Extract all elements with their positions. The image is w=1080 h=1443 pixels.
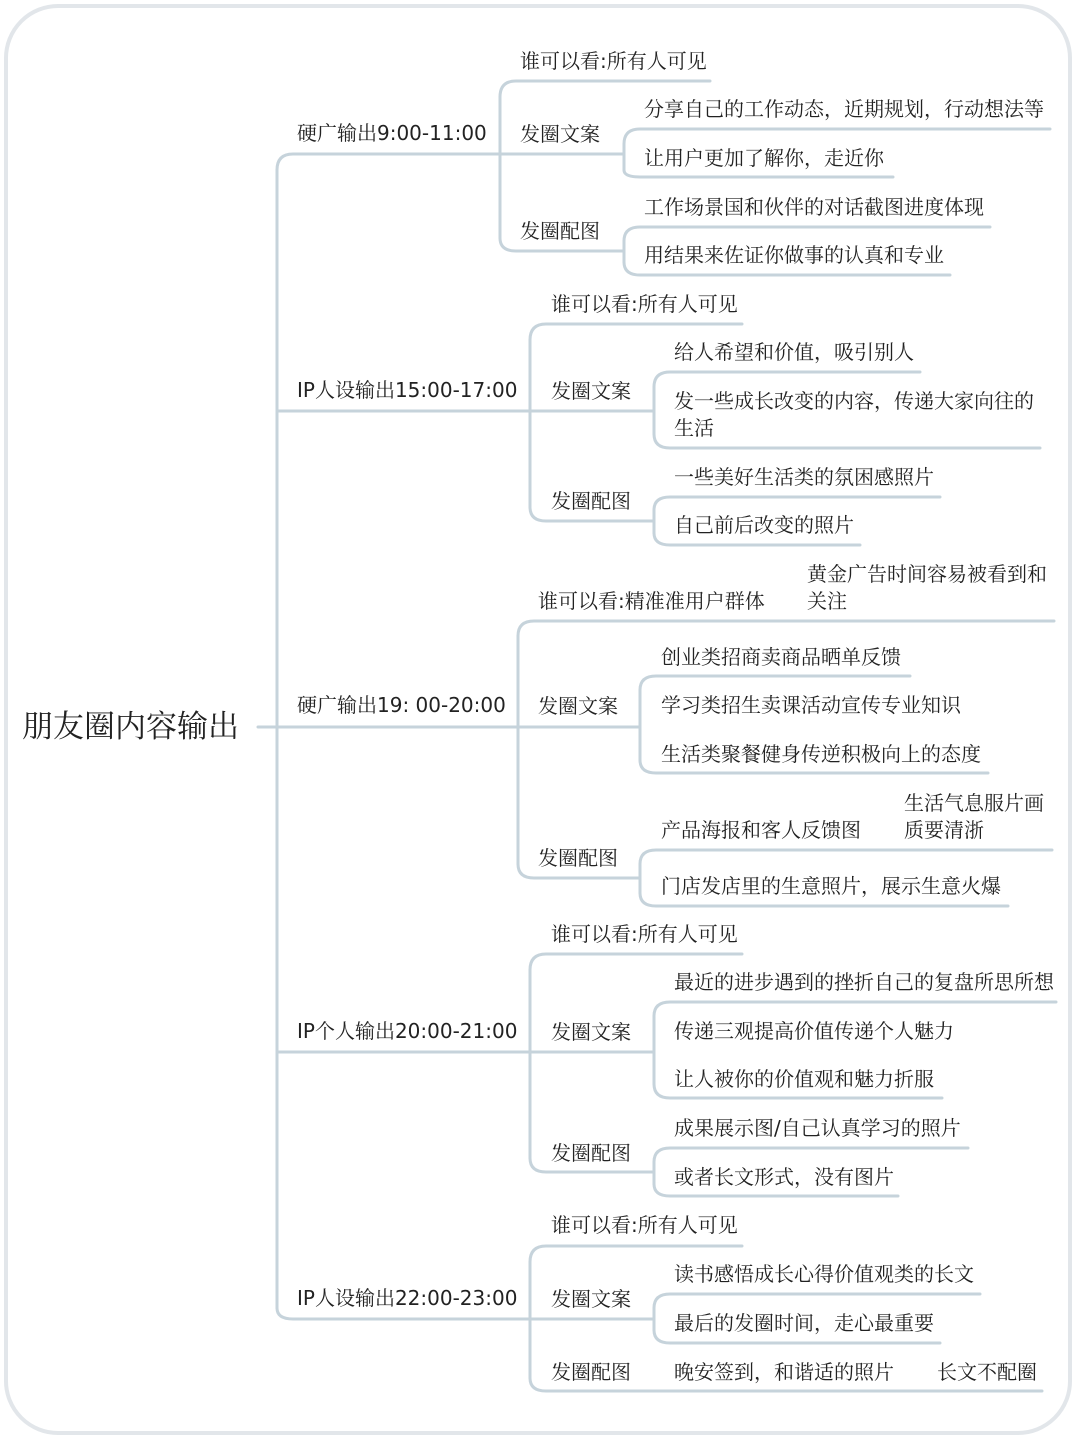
branch-3-image-item: 门店发店里的生意照片，展示生意火爆	[661, 874, 1001, 898]
branch-3-image-item: 产品海报和客人反馈图	[661, 818, 861, 842]
branch-1-image-item: 工作场景国和伙伴的对话截图进度体现	[644, 195, 984, 219]
branch-1-copy-label: 发圈文案	[520, 122, 600, 146]
branch-1-label: 硬广输出9:00-11:00	[297, 121, 487, 145]
branch-5-copy-item: 读书感悟成长心得价值观类的长文	[674, 1262, 974, 1286]
branch-4-label: IP个人输出20:00-21:00	[297, 1019, 518, 1043]
branch-3-image-note: 生活气息服片画质要清浙	[904, 791, 1044, 842]
branch-2-image-label: 发圈配图	[551, 489, 631, 513]
branch-3-image-label: 发圈配图	[538, 846, 618, 870]
branch-2-copy-item: 发一些成长改变的内容，传递大家向往的生活	[674, 389, 1034, 440]
branch-3-copy-item: 创业类招商卖商品晒单反馈	[661, 645, 901, 669]
branch-5-audience: 谁可以看:所有人可见	[551, 1213, 738, 1237]
branch-3-copy-label: 发圈文案	[538, 694, 618, 718]
branch-2-audience: 谁可以看:所有人可见	[551, 292, 738, 316]
branch-4-copy-item: 传递三观提高价值传递个人魅力	[674, 1019, 954, 1043]
branch-3-copy-item: 学习类招生卖课活动宣传专业知识	[661, 693, 961, 717]
branch-1-image-item: 用结果来佐证你做事的认真和专业	[644, 243, 944, 267]
branch-1-copy-item: 分享自己的工作动态，近期规划，行动想法等	[644, 97, 1044, 121]
branch-2-image-item: 自己前后改变的照片	[674, 513, 854, 537]
branch-1-audience: 谁可以看:所有人可见	[520, 49, 707, 73]
branch-2-image-item: 一些美好生活类的氛困感照片	[674, 465, 934, 489]
root-topic: 朋友圈内容输出	[22, 709, 239, 745]
branch-4-copy-label: 发圈文案	[551, 1020, 631, 1044]
branch-3-audience: 谁可以看:精准准用户群体	[538, 589, 765, 613]
branch-4-image-label: 发圈配图	[551, 1141, 631, 1165]
branch-1-copy-item: 让用户更加了解你，走近你	[644, 146, 884, 170]
branch-2-copy-label: 发圈文案	[551, 379, 631, 403]
branch-4-copy-item: 让人被你的价值观和魅力折服	[674, 1067, 934, 1091]
branch-5-copy-item: 最后的发圈时间，走心最重要	[674, 1311, 934, 1335]
branch-3-label: 硬广输出19: 00-20:00	[297, 693, 506, 717]
branch-3-copy-item: 生活类聚餐健身传逆积极向上的态度	[661, 742, 981, 766]
branch-2-copy-item: 给人希望和价值，吸引别人	[674, 340, 914, 364]
branch-4-image-item: 或者长文形式，没有图片	[674, 1165, 894, 1189]
branch-5-image-item: 晚安签到，和谐适的照片	[674, 1360, 894, 1384]
branch-3-audience-note: 黄金广告时间容易被看到和关注	[807, 562, 1047, 613]
branch-5-image-label: 发圈配图	[551, 1360, 631, 1384]
branch-2-label: IP人设输出15:00-17:00	[297, 378, 518, 402]
branch-5-copy-label: 发圈文案	[551, 1287, 631, 1311]
branch-5-label: IP人设输出22:00-23:00	[297, 1286, 518, 1310]
branch-4-audience: 谁可以看:所有人可见	[551, 922, 738, 946]
branch-4-copy-item: 最近的进步遇到的挫折自己的复盘所思所想	[674, 970, 1054, 994]
branch-5-image-note: 长文不配圈	[937, 1360, 1037, 1384]
branch-4-image-item: 成果展示图/自己认真学习的照片	[674, 1116, 961, 1140]
branch-1-image-label: 发圈配图	[520, 219, 600, 243]
